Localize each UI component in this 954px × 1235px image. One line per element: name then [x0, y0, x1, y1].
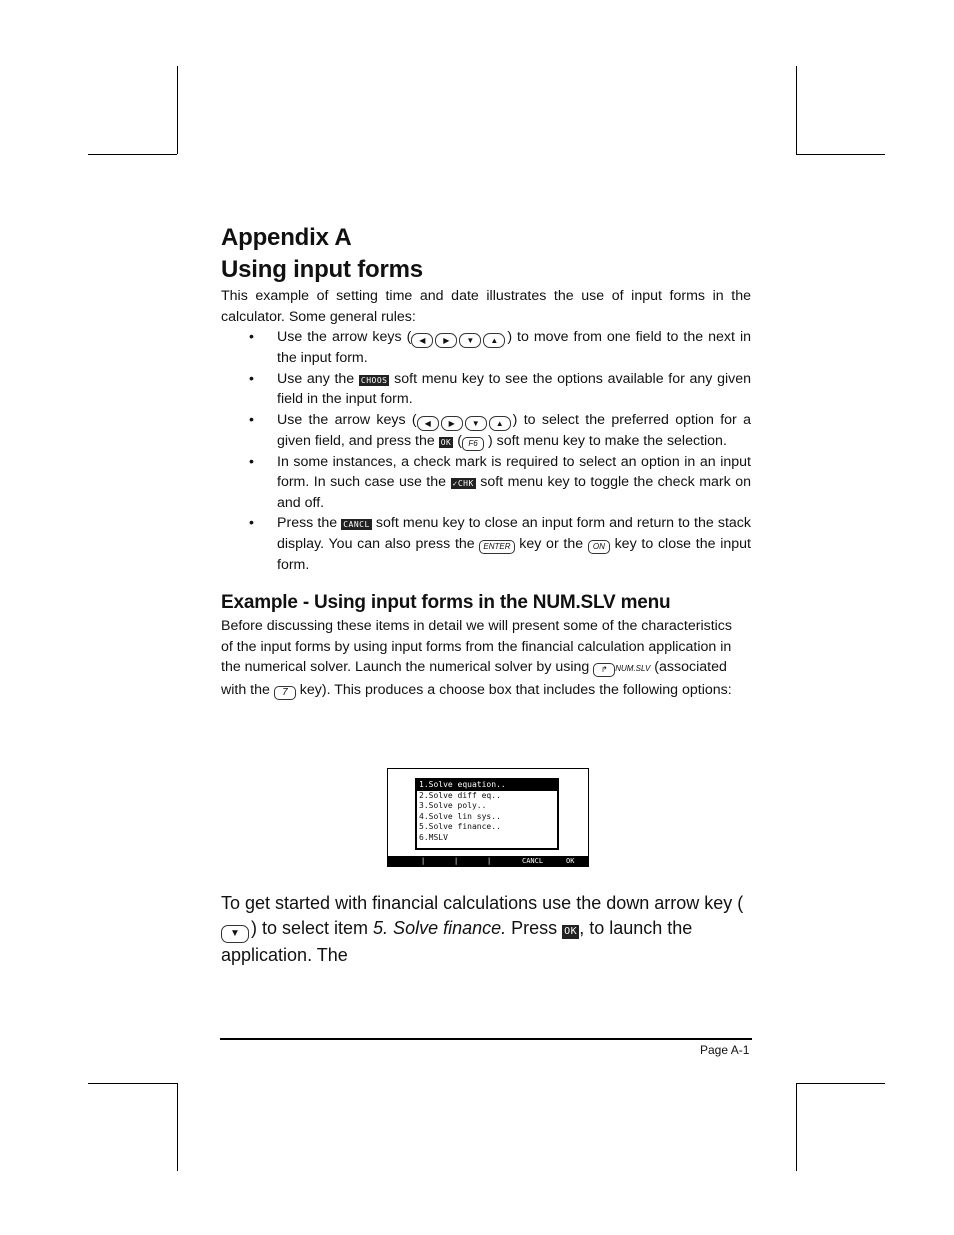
crop-mark — [88, 1083, 177, 1084]
soft-menu-bar: | | | CANCL OK — [388, 856, 588, 866]
list-item: • Use the arrow keys ( ◀ ▶ ▼ ▲ ) to select the preferred option for a given field, and press the OK ( F6 ) soft menu key to make the selection. — [249, 411, 751, 449]
on-key-icon: ON — [588, 540, 610, 554]
seven-key-icon: 7 — [274, 686, 296, 700]
page-title — [221, 222, 751, 286]
enter-key-icon: ENTER — [479, 540, 514, 554]
right-arrow-key-icon: ▶ — [441, 416, 463, 431]
ok-softkey-icon: OK — [564, 925, 578, 937]
crop-mark — [177, 66, 178, 154]
crop-mark — [796, 1083, 885, 1084]
title-line-2: Using input forms — [221, 256, 423, 283]
up-arrow-key-icon: ▲ — [489, 416, 511, 431]
left-arrow-key-icon: ◀ — [417, 416, 439, 431]
crop-mark — [796, 66, 797, 154]
section-heading: Example - Using input forms in the NUM.SLV menu — [221, 592, 671, 614]
calculator-screen — [387, 768, 589, 867]
choose-option[interactable]: 4.Solve lin sys.. — [419, 811, 501, 821]
page-content — [221, 222, 751, 701]
down-arrow-key-icon: ▼ — [459, 333, 481, 348]
crop-mark — [796, 154, 885, 155]
choose-option[interactable]: 6.MSLV — [419, 832, 448, 842]
ok-menu-key[interactable]: OK — [566, 857, 575, 865]
cancel-softkey-icon: CANCL — [343, 520, 370, 530]
list-item: • Use any the CHOOS soft menu key to see the options available for any given field in the input form. — [249, 370, 751, 408]
choos-softkey-icon: CHOOS — [360, 375, 388, 385]
item-name: 5. Solve finance. — [373, 917, 507, 938]
cancel-menu-key[interactable]: CANCL — [522, 857, 544, 865]
list-item: • Press the CANCL soft menu key to close an input form and return to the stack display. You can also press the ENTER key or the ON key to close the input form. — [249, 515, 752, 573]
list-item: • Use the arrow keys ( ◀ ▶ ▼ ▲ ) to move from one field to the next in the input form. — [249, 329, 752, 367]
choose-option[interactable]: 1.Solve equation.. — [417, 780, 557, 791]
up-arrow-key-icon: ▲ — [483, 333, 505, 348]
num-slv-label: NUM.SLV — [615, 664, 651, 674]
choose-box — [415, 778, 559, 850]
section-paragraph: Before discussing these items in detail we will present some of the characteristics of the input forms by using input forms from the financial calculation application in the numerical solver. Launch the numerical solver by using ↱ NUM.SLV (associated with the 7 key). This produces a choose box that includes the following options: — [221, 618, 732, 698]
right-shift-key-icon: ↱ — [593, 663, 615, 677]
left-arrow-key-icon: ◀ — [411, 333, 433, 348]
page-number: Page A-1 — [700, 1043, 750, 1057]
intro-paragraph: This example of setting time and date illustrates the use of input forms in the calculator. Some general rules: — [221, 288, 751, 325]
title-line-1: Appendix A — [221, 224, 352, 251]
f6-key-icon: F6 — [462, 437, 484, 451]
rules-list — [221, 327, 751, 575]
choose-option[interactable]: 5.Solve finance.. — [419, 822, 501, 832]
right-arrow-key-icon: ▶ — [435, 333, 457, 348]
crop-mark — [177, 1083, 178, 1171]
down-arrow-key-icon: ▼ — [221, 925, 249, 943]
down-arrow-key-icon: ▼ — [465, 416, 487, 431]
ok-softkey-icon: OK — [440, 437, 452, 447]
crop-mark — [88, 154, 177, 155]
footer-rule — [220, 1038, 752, 1040]
check-softkey-icon: ✓CHK — [452, 479, 474, 489]
choose-option[interactable]: 3.Solve poly.. — [419, 801, 487, 811]
crop-mark — [796, 1083, 797, 1171]
choose-option[interactable]: 2.Solve diff eq.. — [419, 790, 501, 800]
closing-paragraph: To get started with financial calculations use the down arrow key (▼ ) to select item 5. Solve finance. Press OK , to launch the application. The — [221, 893, 744, 965]
list-item: • In some instances, a check mark is required to select an option in an input form. In such case use the ✓CHK soft menu key to toggle the check mark on and off. — [249, 453, 751, 511]
